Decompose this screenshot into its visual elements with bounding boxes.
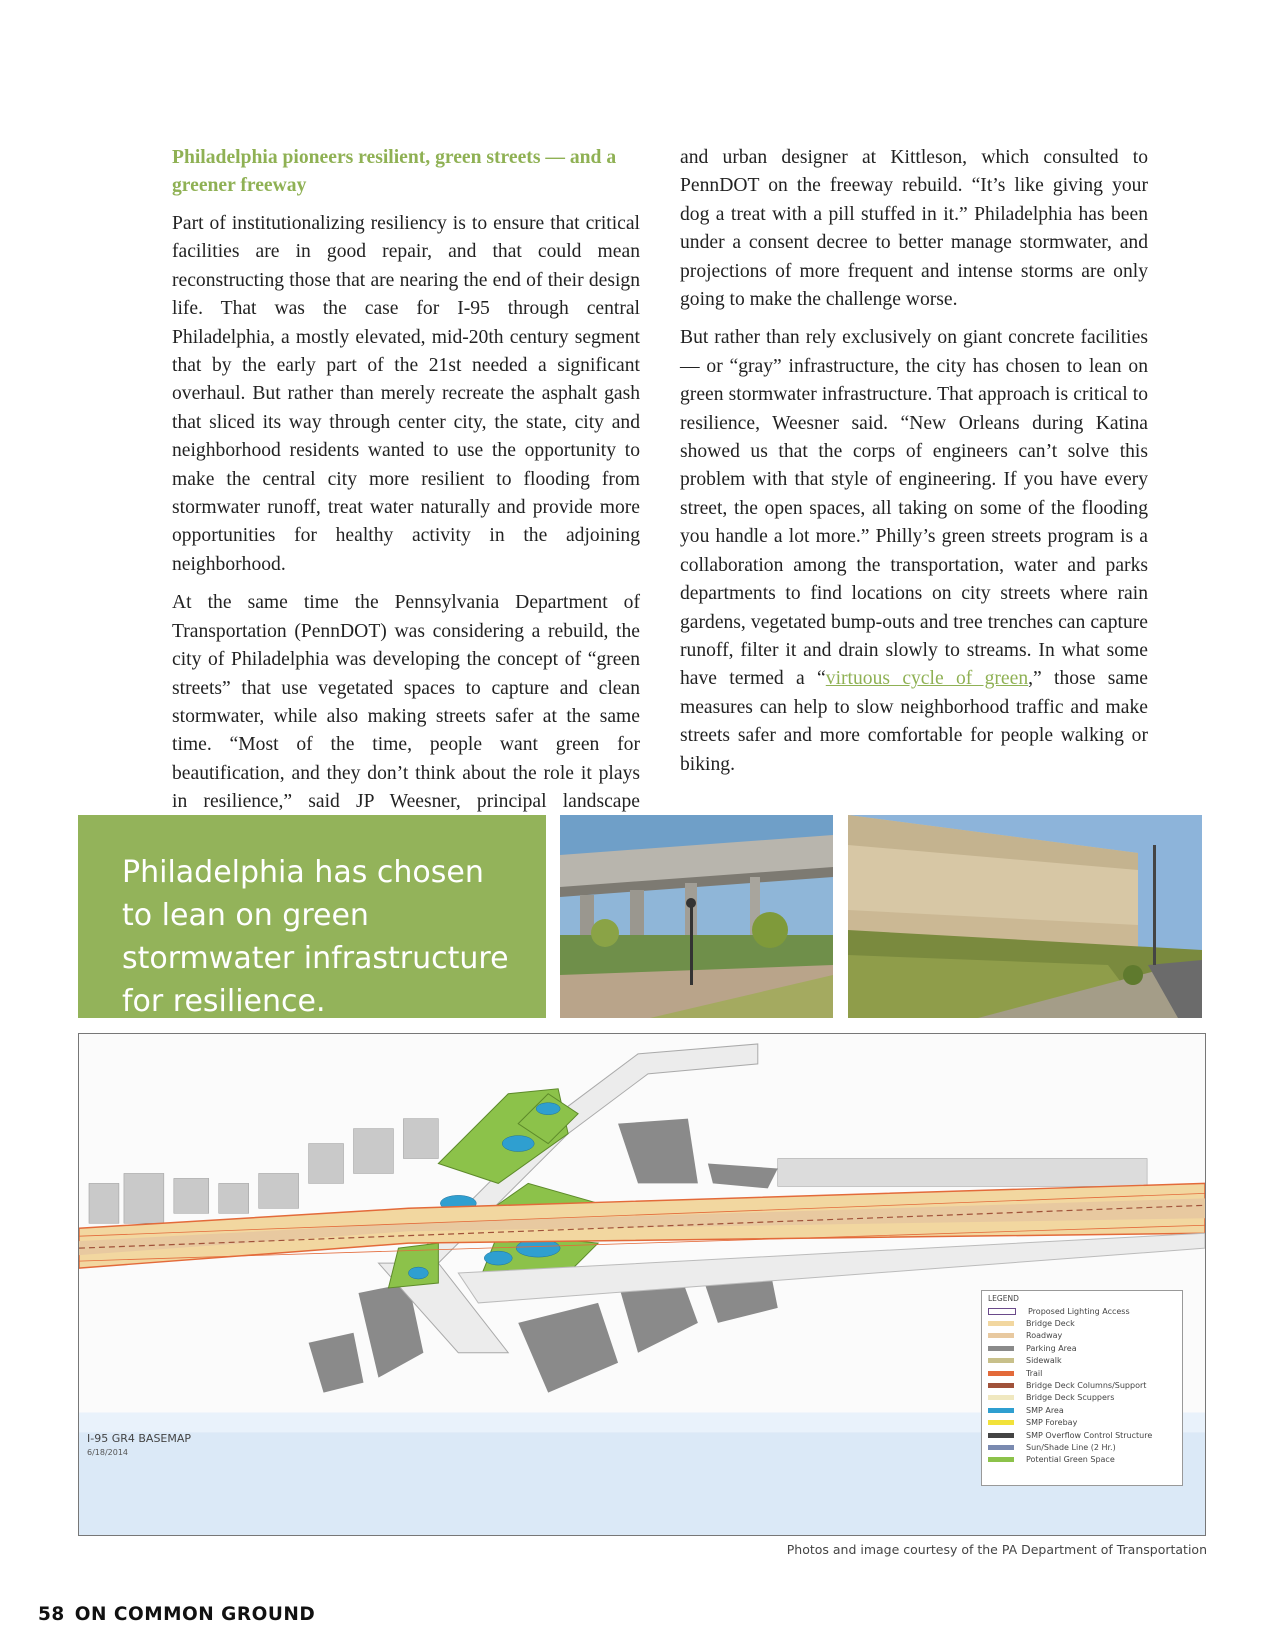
legend-label: SMP Forebay: [1026, 1418, 1078, 1428]
legend-label: Bridge Deck Scuppers: [1026, 1393, 1115, 1403]
legend-items: [988, 1305, 1176, 1466]
legend-item: [988, 1417, 1176, 1429]
sound-wall-green-space-photo: [848, 815, 1202, 1018]
legend-item: [988, 1429, 1176, 1441]
legend-label: Proposed Lighting Access: [1028, 1306, 1130, 1316]
legend-swatch: [988, 1383, 1014, 1388]
legend-item: [988, 1441, 1176, 1453]
legend-item: [988, 1404, 1176, 1416]
right-paragraph-2: [680, 324, 1148, 779]
legend-label: Parking Area: [1026, 1343, 1077, 1353]
photo-credit-caption: Photos and image courtesy of the PA Department of Transportation: [786, 1542, 1207, 1557]
highway-park-photo: [560, 815, 833, 1018]
legend-item: [988, 1342, 1176, 1354]
legend-item: [988, 1392, 1176, 1404]
legend-label: Roadway: [1026, 1331, 1063, 1341]
left-paragraph-2: At the same time the Pennsylvania Department of Transportation (PennDOT) was considering a rebuild, the city of Philadelphia was developing the concept of “green streets” that use vegetated spaces to capture and clean stormwater, while also making streets safer at the same time. “Most of the time, people want green for beautification, and they don’t think about the role it plays in resilience,” said JP Weesner, principal landscape: [172, 592, 640, 813]
legend-swatch: [988, 1433, 1014, 1438]
legend-label: Sun/Shade Line (2 Hr.): [1026, 1442, 1116, 1452]
legend-label: Sidewalk: [1026, 1356, 1062, 1366]
i95-basemap: [78, 1033, 1206, 1536]
legend-label: Trail: [1026, 1368, 1043, 1378]
right-paragraph-2-end: ,” those same measures can help to slow neighborhood traffic and make streets safer and more comfortable for people walking or biking.: [680, 668, 1149, 775]
legend-label: SMP Overflow Control Structure: [1026, 1430, 1153, 1440]
right-column: [680, 144, 1148, 789]
legend-swatch: [988, 1371, 1014, 1376]
right-paragraph-1: and urban designer at Kittleson, which consulted to PennDOT on the freeway rebuild. “It’s like giving your dog a treat with a pill stuffed in it.” Philadelphia has been under a consent decree to better manage stormwater, and projections of more frequent and intense storms are only going to make the challenge worse.: [680, 147, 1148, 311]
pull-quote: Philadelphia has chosen to lean on green stormwater infrastructure for resilience.: [78, 815, 546, 1018]
legend-label: Bridge Deck: [1026, 1319, 1075, 1329]
map-title: I-95 GR4 BASEMAP: [87, 1432, 192, 1445]
page-footer: [38, 1604, 315, 1625]
legend-item: [988, 1330, 1176, 1342]
legend-swatch: [988, 1333, 1014, 1338]
legend-item: [988, 1379, 1176, 1391]
legend-swatch: [988, 1346, 1014, 1351]
legend-item: [988, 1317, 1176, 1329]
left-column: [172, 144, 640, 855]
legend-item: [988, 1367, 1176, 1379]
legend-label: Bridge Deck Columns/Support: [1026, 1381, 1147, 1391]
left-paragraph-1: Part of institutionalizing resiliency is to ensure that critical facilities are in good repair, and that could mean reconstructing those that are nearing the end of their design life. That was the case for I-95 through central Philadelphia, a mostly elevated, mid-20th century segment that by the early part of the 21st needed a significant overhaul. But rather than merely recreate the asphalt gash that sliced its way through center city, the state, city and neighborhood residents wanted to use the opportunity to make the central city more resilient to flooding from stormwater runoff, treat water naturally and provide more opportunities for healthy activity in the adjoining neighborhood.: [172, 213, 640, 575]
virtuous-cycle-link[interactable]: virtuous cycle of green: [825, 668, 1029, 690]
legend-swatch: [988, 1308, 1016, 1315]
legend-swatch: [988, 1457, 1014, 1462]
map-date: 6/18/2014: [87, 1448, 129, 1457]
legend-item: [988, 1355, 1176, 1367]
legend-swatch: [988, 1358, 1014, 1363]
legend-item: [988, 1305, 1176, 1317]
article-headline: Philadelphia pioneers resilient, green streets — and a greener freeway: [172, 147, 617, 196]
page-number: 58: [38, 1604, 65, 1625]
publication-name: ON COMMON GROUND: [74, 1604, 316, 1625]
map-legend: [981, 1290, 1183, 1486]
legend-swatch: [988, 1420, 1014, 1425]
right-paragraph-2-start: But rather than rely exclusively on giant concrete facilities — or “gray” infrastructure, the city has chosen to lean on green stormwater infrastructure. That approach is critical to resilience, Weesner said. “New Orleans during Katina showed us that the corps of engineers can’t solve this problem with that style of engineering. If you have every street, the open spaces, all taking on some of the flooding you handle a lot more.” Philly’s green streets program is a collaboration among the transportation, water and parks departments to find locations on city streets where rain gardens, vegetated bump-outs and tree trenches can capture runoff, filter it and drain slowly to streams. In what some have termed a “: [680, 327, 1148, 690]
legend-swatch: [988, 1408, 1014, 1413]
legend-label: SMP Area: [1026, 1405, 1064, 1415]
legend-label: Potential Green Space: [1026, 1455, 1115, 1465]
legend-item: [988, 1454, 1176, 1466]
legend-swatch: [988, 1445, 1014, 1450]
legend-swatch: [988, 1321, 1014, 1326]
legend-title: LEGEND: [988, 1294, 1019, 1303]
legend-swatch: [988, 1395, 1014, 1400]
